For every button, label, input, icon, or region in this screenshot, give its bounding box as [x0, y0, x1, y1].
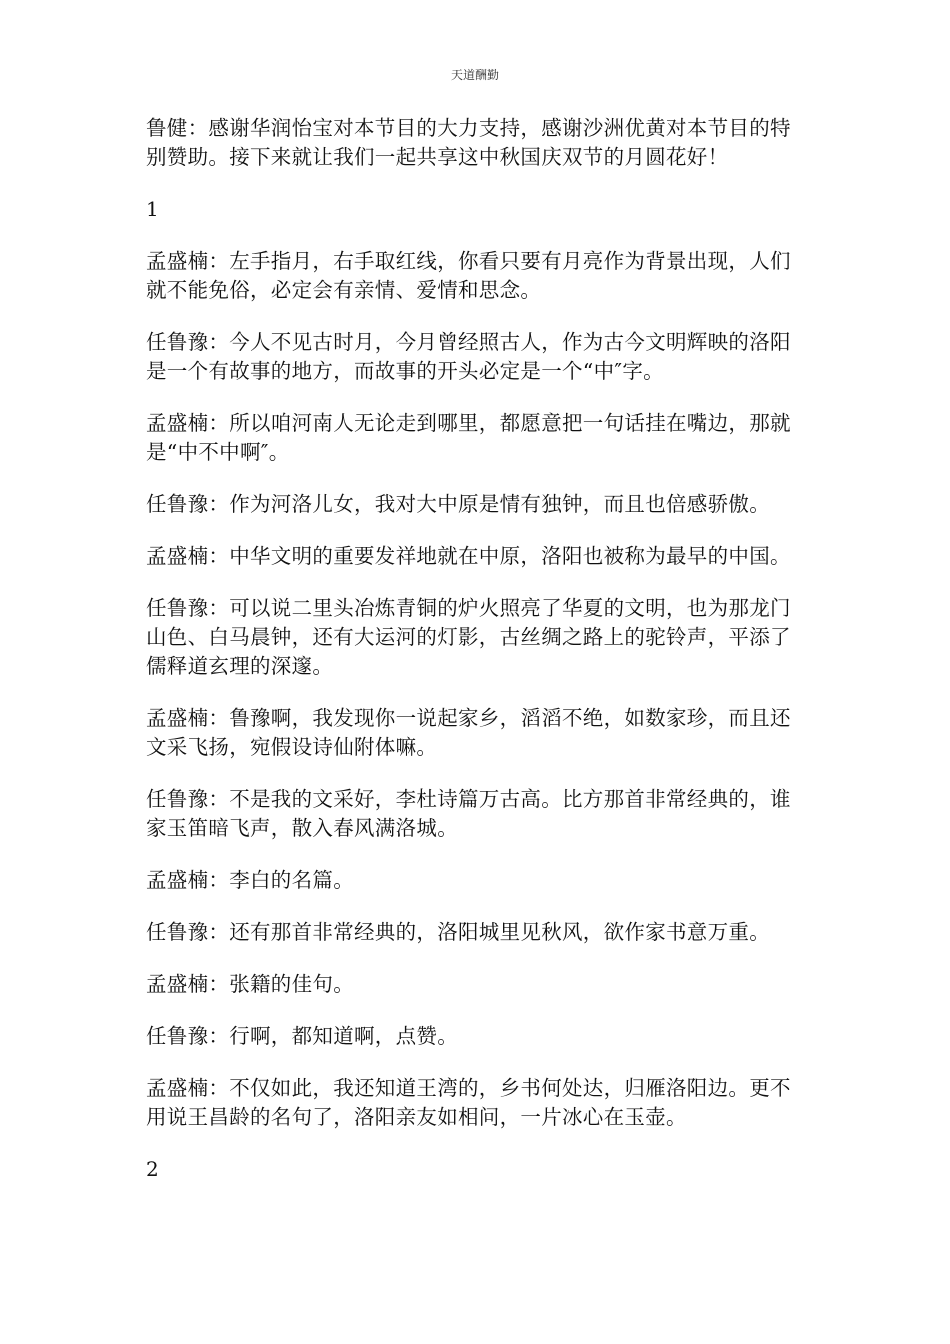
paragraph: 孟盛楠：所以咱河南人无论走到哪里，都愿意把一句话挂在嘴边，那就是“中不中啊″。	[146, 411, 791, 464]
paragraph: 任鲁豫：作为河洛儿女，我对大中原是情有独钟，而且也倍感骄傲。	[146, 492, 770, 516]
paragraph: 任鲁豫：行啊，都知道啊，点赞。	[146, 1024, 458, 1048]
page-header: 天道酬勤	[450, 68, 499, 82]
paragraph: 孟盛楠：左手指月，右手取红线，你看只要有月亮作为背景出现，人们就不能免俗，必定会有亲情、爱情和思念。	[146, 249, 791, 302]
paragraph: 孟盛楠：张籍的佳句。	[146, 972, 354, 996]
paragraph: 任鲁豫：今人不见古时月，今月曾经照古人，作为古今文明辉映的洛阳是一个有故事的地方，而故事的开头必定是一个“中″字。	[146, 330, 791, 383]
paragraph: 任鲁豫：可以说二里头冶炼青铜的炉火照亮了华夏的文明，也为那龙门山色、白马晨钟，还有大运河的灯影，古丝绸之路上的驼铃声，平添了儒释道玄理的深邃。	[146, 596, 791, 678]
paragraph: 任鲁豫：还有那首非常经典的，洛阳城里见秋风，欲作家书意万重。	[146, 920, 770, 944]
paragraph: 任鲁豫：不是我的文采好，李杜诗篇万古高。比方那首非常经典的，谁家玉笛暗飞声，散入春风满洛城。	[146, 787, 791, 840]
page-number: 1	[146, 197, 159, 221]
paragraph: 鲁健：感谢华润怡宝对本节目的大力支持，感谢沙洲优黄对本节目的特别赞助。接下来就让我们一起共享这中秋国庆双节的月圆花好！	[146, 116, 791, 169]
paragraph: 孟盛楠：中华文明的重要发祥地就在中原，洛阳也被称为最早的中国。	[146, 544, 791, 568]
paragraph: 孟盛楠：鲁豫啊，我发现你一说起家乡，滔滔不绝，如数家珍，而且还文采飞扬，宛假设诗仙附体嘛。	[146, 706, 791, 759]
page-number: 2	[146, 1157, 159, 1181]
paragraph: 孟盛楠：李白的名篇。	[146, 868, 354, 892]
document-body	[146, 114, 810, 1207]
paragraph: 孟盛楠：不仅如此，我还知道王湾的，乡书何处达，归雁洛阳边。更不用说王昌龄的名句了，洛阳亲友如相问，一片冰心在玉壶。	[146, 1076, 791, 1129]
